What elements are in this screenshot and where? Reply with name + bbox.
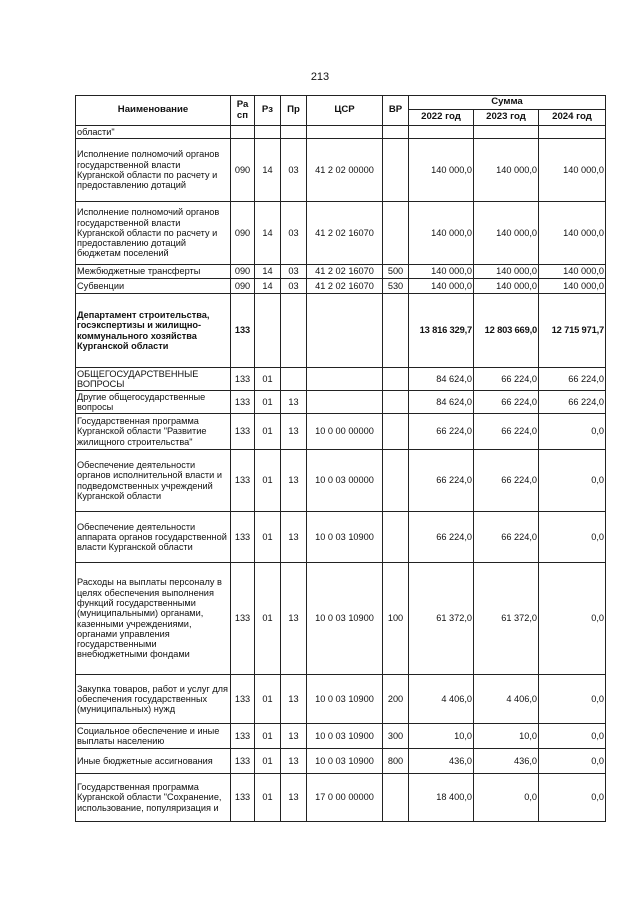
cell-rasp: 133 — [231, 563, 255, 675]
cell-vr — [383, 126, 409, 139]
cell-rasp: 133 — [231, 512, 255, 563]
cell-2023: 12 803 669,0 — [474, 294, 539, 368]
page-number: 213 — [310, 71, 330, 83]
cell-rz — [255, 126, 281, 139]
cell-2022: 4 406,0 — [409, 675, 474, 724]
cell-2022: 10,0 — [409, 724, 474, 749]
cell-name: Социальное обеспечение и иные выплаты населению — [76, 724, 231, 749]
cell-pr — [281, 294, 307, 368]
cell-csr — [307, 368, 383, 391]
cell-rz: 01 — [255, 368, 281, 391]
cell-vr: 200 — [383, 675, 409, 724]
cell-name: ОБЩЕГОСУДАРСТВЕННЫЕ ВОПРОСЫ — [76, 368, 231, 391]
cell-2023: 4 406,0 — [474, 675, 539, 724]
cell-2022: 66 224,0 — [409, 512, 474, 563]
cell-2022: 66 224,0 — [409, 414, 474, 450]
table-row — [76, 724, 606, 749]
cell-2022: 18 400,0 — [409, 774, 474, 822]
header-pr: Пр — [281, 96, 307, 126]
cell-2022: 61 372,0 — [409, 563, 474, 675]
cell-rz: 01 — [255, 512, 281, 563]
cell-vr — [383, 139, 409, 202]
cell-2023: 140 000,0 — [474, 265, 539, 279]
cell-2023: 61 372,0 — [474, 563, 539, 675]
cell-pr — [281, 368, 307, 391]
cell-csr: 10 0 03 10900 — [307, 724, 383, 749]
cell-2024: 12 715 971,7 — [539, 294, 606, 368]
cell-vr: 100 — [383, 563, 409, 675]
cell-name: Расходы на выплаты персоналу в целях обеспечения выполнения функций государственными (муниципальными) органами, казенными учреждениями, органами управления государственными внебюджетными фондами — [76, 563, 231, 675]
cell-name: Обеспечение деятельности аппарата органов государственной власти Курганской области — [76, 512, 231, 563]
cell-csr: 41 2 02 00000 — [307, 139, 383, 202]
cell-rz: 01 — [255, 724, 281, 749]
cell-2024: 0,0 — [539, 450, 606, 512]
cell-vr — [383, 368, 409, 391]
budget-table — [75, 95, 606, 822]
cell-csr: 10 0 03 10900 — [307, 563, 383, 675]
header-year-2024: 2024 год — [539, 110, 606, 126]
table-row — [76, 391, 606, 414]
header-name: Наименование — [76, 96, 231, 126]
cell-2022: 140 000,0 — [409, 265, 474, 279]
cell-2022: 84 624,0 — [409, 391, 474, 414]
cell-pr: 13 — [281, 391, 307, 414]
header-year-2023: 2023 год — [474, 110, 539, 126]
cell-pr: 13 — [281, 512, 307, 563]
cell-2023: 140 000,0 — [474, 202, 539, 265]
cell-pr: 03 — [281, 202, 307, 265]
cell-name: Иные бюджетные ассигнования — [76, 749, 231, 774]
cell-name: Обеспечение деятельности органов исполнительной власти и подведомственных учреждений Курганской области — [76, 450, 231, 512]
cell-rz: 01 — [255, 563, 281, 675]
cell-vr: 800 — [383, 749, 409, 774]
cell-rasp: 133 — [231, 749, 255, 774]
cell-vr — [383, 414, 409, 450]
cell-rasp: 090 — [231, 279, 255, 294]
cell-2023: 140 000,0 — [474, 139, 539, 202]
table-row — [76, 294, 606, 368]
table-row — [76, 450, 606, 512]
cell-rz: 14 — [255, 139, 281, 202]
table-row — [76, 139, 606, 202]
table-row — [76, 563, 606, 675]
cell-pr: 13 — [281, 774, 307, 822]
cell-csr: 10 0 03 10900 — [307, 512, 383, 563]
cell-vr — [383, 450, 409, 512]
cell-vr — [383, 391, 409, 414]
cell-pr: 13 — [281, 414, 307, 450]
cell-rasp: 133 — [231, 414, 255, 450]
cell-rz: 01 — [255, 774, 281, 822]
cell-name: Закупка товаров, работ и услуг для обеспечения государственных (муниципальных) нужд — [76, 675, 231, 724]
cell-2024: 140 000,0 — [539, 202, 606, 265]
cell-2023: 10,0 — [474, 724, 539, 749]
cell-rz — [255, 294, 281, 368]
cell-2024: 0,0 — [539, 749, 606, 774]
table-row — [76, 279, 606, 294]
cell-rasp: 133 — [231, 675, 255, 724]
cell-pr: 13 — [281, 749, 307, 774]
cell-name: Государственная программа Курганской области "Развитие жилищного строительства" — [76, 414, 231, 450]
cell-rz: 01 — [255, 450, 281, 512]
cell-2024: 66 224,0 — [539, 391, 606, 414]
cell-name: Другие общегосударственные вопросы — [76, 391, 231, 414]
cell-csr: 17 0 00 00000 — [307, 774, 383, 822]
cell-2023 — [474, 126, 539, 139]
table-row — [76, 675, 606, 724]
cell-rasp: 133 — [231, 294, 255, 368]
cell-rz: 14 — [255, 279, 281, 294]
cell-csr — [307, 391, 383, 414]
cell-2024: 0,0 — [539, 675, 606, 724]
cell-2024: 0,0 — [539, 512, 606, 563]
cell-2024 — [539, 126, 606, 139]
cell-vr — [383, 294, 409, 368]
cell-rz: 01 — [255, 749, 281, 774]
cell-name: Субвенции — [76, 279, 231, 294]
cell-2022: 436,0 — [409, 749, 474, 774]
cell-vr — [383, 512, 409, 563]
cell-pr: 13 — [281, 563, 307, 675]
cell-rz: 01 — [255, 414, 281, 450]
cell-rz: 14 — [255, 265, 281, 279]
cell-2022: 140 000,0 — [409, 202, 474, 265]
cell-2023: 66 224,0 — [474, 391, 539, 414]
table-row — [76, 368, 606, 391]
cell-2022: 140 000,0 — [409, 279, 474, 294]
cell-2023: 66 224,0 — [474, 368, 539, 391]
header-rz: Рз — [255, 96, 281, 126]
cell-csr — [307, 294, 383, 368]
header-vr: ВР — [383, 96, 409, 126]
cell-2023: 66 224,0 — [474, 512, 539, 563]
cell-csr: 10 0 03 00000 — [307, 450, 383, 512]
cell-vr: 300 — [383, 724, 409, 749]
cell-vr — [383, 774, 409, 822]
cell-pr: 03 — [281, 139, 307, 202]
cell-csr: 41 2 02 16070 — [307, 202, 383, 265]
cell-csr — [307, 126, 383, 139]
cell-name: Исполнение полномочий органов государственной власти Курганской области по расчету и предоставлению дотаций — [76, 139, 231, 202]
cell-name: Исполнение полномочий органов государственной власти Курганской области по расчету и предоставлению дотаций бюджетам поселений — [76, 202, 231, 265]
cell-rz: 01 — [255, 391, 281, 414]
cell-rasp: 133 — [231, 450, 255, 512]
cell-2024: 140 000,0 — [539, 139, 606, 202]
cell-2022: 84 624,0 — [409, 368, 474, 391]
cell-rasp: 133 — [231, 724, 255, 749]
cell-2023: 0,0 — [474, 774, 539, 822]
cell-2022: 13 816 329,7 — [409, 294, 474, 368]
header-year-2022: 2022 год — [409, 110, 474, 126]
table-row — [76, 512, 606, 563]
cell-csr: 10 0 03 10900 — [307, 749, 383, 774]
table-row — [76, 414, 606, 450]
cell-2024: 0,0 — [539, 414, 606, 450]
cell-rz: 01 — [255, 675, 281, 724]
cell-pr — [281, 126, 307, 139]
cell-2022: 140 000,0 — [409, 139, 474, 202]
header-rasp: Ра сп — [231, 96, 255, 126]
cell-rasp — [231, 126, 255, 139]
cell-vr — [383, 202, 409, 265]
cell-2024: 66 224,0 — [539, 368, 606, 391]
cell-rasp: 090 — [231, 139, 255, 202]
cell-2024: 140 000,0 — [539, 265, 606, 279]
cell-csr: 10 0 03 10900 — [307, 675, 383, 724]
cell-2023: 66 224,0 — [474, 414, 539, 450]
cell-vr: 500 — [383, 265, 409, 279]
cell-2024: 140 000,0 — [539, 279, 606, 294]
table-row — [76, 774, 606, 822]
cell-name: Государственная программа Курганской области "Сохранение, использование, популяризация и — [76, 774, 231, 822]
cell-rz: 14 — [255, 202, 281, 265]
cell-csr: 10 0 00 00000 — [307, 414, 383, 450]
header-sum: Сумма — [409, 96, 606, 110]
cell-2024: 0,0 — [539, 563, 606, 675]
table-row — [76, 749, 606, 774]
cell-2024: 0,0 — [539, 724, 606, 749]
cell-2022: 66 224,0 — [409, 450, 474, 512]
table-row — [76, 202, 606, 265]
cell-name: Межбюджетные трансферты — [76, 265, 231, 279]
cell-name: области" — [76, 126, 231, 139]
header-csr: ЦСР — [307, 96, 383, 126]
cell-pr: 13 — [281, 450, 307, 512]
table-row — [76, 265, 606, 279]
cell-rasp: 090 — [231, 265, 255, 279]
cell-vr: 530 — [383, 279, 409, 294]
cell-2024: 0,0 — [539, 774, 606, 822]
table-row — [76, 126, 606, 139]
table-body — [76, 126, 606, 822]
cell-rasp: 133 — [231, 391, 255, 414]
cell-csr: 41 2 02 16070 — [307, 279, 383, 294]
cell-rasp: 090 — [231, 202, 255, 265]
cell-csr: 41 2 02 16070 — [307, 265, 383, 279]
cell-2022 — [409, 126, 474, 139]
cell-rasp: 133 — [231, 368, 255, 391]
cell-name: Департамент строительства, госэкспертизы и жилищно-коммунального хозяйства Курганской области — [76, 294, 231, 368]
cell-pr: 03 — [281, 265, 307, 279]
cell-2023: 66 224,0 — [474, 450, 539, 512]
cell-pr: 13 — [281, 675, 307, 724]
cell-rasp: 133 — [231, 774, 255, 822]
cell-2023: 436,0 — [474, 749, 539, 774]
cell-pr: 13 — [281, 724, 307, 749]
cell-pr: 03 — [281, 279, 307, 294]
cell-2023: 140 000,0 — [474, 279, 539, 294]
